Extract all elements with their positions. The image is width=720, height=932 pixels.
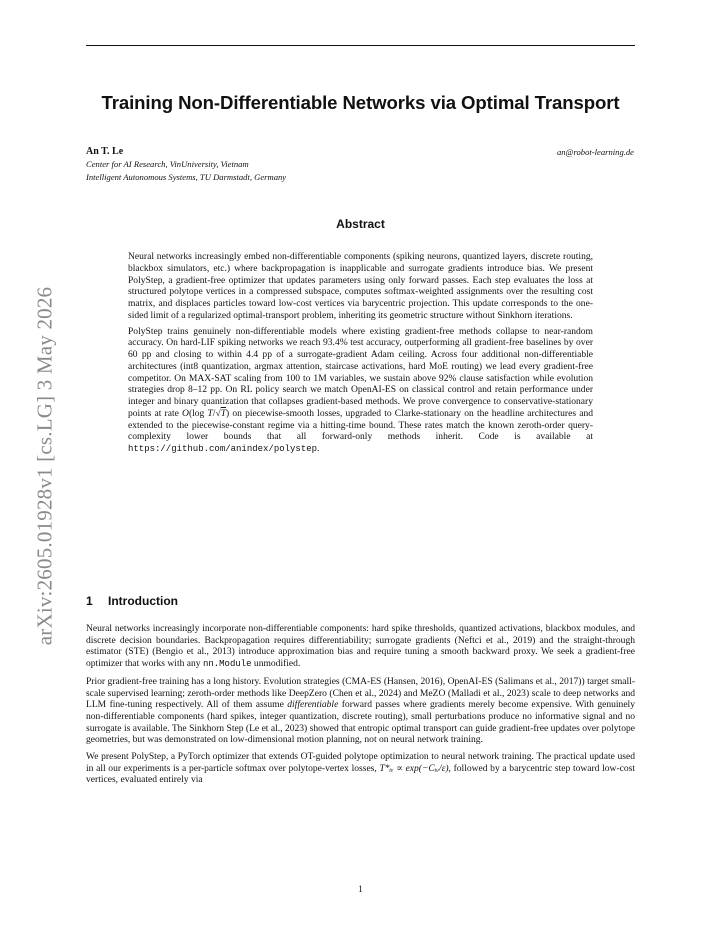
introduction-body <box>86 623 635 791</box>
intro-paragraph-3: We present PolyStep, a PyTorch optimizer that extends OT-guided polytope optimization to neural network training. The practical update used in all our experiments is a per-particle softmax over polytope-vertex losses, T*ᵢᵥ ∝ exp(−Cᵢᵥ/ε), followed by a barycentric step toward low-cost vertices, evaluated entirely via <box>86 751 636 786</box>
top-rule <box>86 45 635 46</box>
code-url-link[interactable]: https://github.com/anindex/polystep <box>128 444 318 454</box>
convergence-rate-formula: O(log T/√T) <box>182 407 230 419</box>
author-affiliation-2: Intelligent Autonomous Systems, TU Darmstadt, Germany <box>86 172 287 182</box>
inline-math: T*ᵢᵥ ∝ exp(−Cᵢᵥ/ε) <box>379 762 449 774</box>
paper-title: Training Non-Differentiable Networks via Optimal Transport <box>101 92 620 113</box>
section-heading-introduction <box>86 594 178 608</box>
arxiv-identifier: arXiv:2605.01928v1 [cs.LG] 3 May 2026 <box>32 286 57 646</box>
abstract-text: PolyStep trains genuinely non-differentiable models where existing gradient-free methods collapse to near-random accuracy. On hard-LIF spiking networks we reach 93.4% test accuracy, outperforming all gradient-free baselines by over 60 pp and closing to within 4.4 pp of a surrogate-gradient Adam ceiling. Across four additional non-differentiable architectures (int8 quantization, argmax attention, staircase activations, hard MoE routing) we lead every gradient-free competitor. On MAX-SAT scaling from 100 to 1M variables, we sustain above 92% clause satisfaction while evolution strategies drop 8–12 pp. On RL policy search we match OpenAI-ES on classical control and retain performance under integer and binary quantization that collapses gradient-based methods. We prove convergence to conservative-stationary points at rate <box>128 325 593 419</box>
page-number: 1 <box>358 885 363 895</box>
abstract-text: on piecewise-smooth losses, upgraded to Clarke-stationary on the headline architectures and extended to the piecewise-constant regime via a hitting-time bound. These rates match the known zeroth-order query-complexity lower bounds that all forward-only methods inherit. Code is available at <box>128 407 593 443</box>
abstract-paragraph-1: Neural networks increasingly embed non-differentiable components (spiking neurons, quantized layers, discrete routing, blackbox simulators, etc.) where backpropagation is inapplicable and surrogate gradients introduce bias. We present PolyStep, a gradient-free optimizer that updates parameters using only forward passes. Each step evaluates the loss at structured polytope vertices in a compressed subspace, computes softmax-weighted assignments over the resulting cost matrix, and displaces particles toward low-cost vertices via barycentric projection. This update corresponds to the one-sided limit of a regularized optimal-transport problem, inheriting its geometric structure without Sinkhorn iterations. <box>128 251 593 321</box>
section-title: Introduction <box>108 594 178 608</box>
author-email[interactable]: an@robot-learning.de <box>556 147 634 157</box>
author-name: An T. Le <box>86 146 124 157</box>
author-affiliation-1: Center for AI Research, VinUniversity, Vietnam <box>86 159 249 169</box>
section-number: 1 <box>86 594 93 608</box>
abstract-heading: Abstract <box>336 217 385 231</box>
intro-paragraph-2: Prior gradient-free training has a long history. Evolution strategies (CMA-ES (Hansen, 2016), OpenAI-ES (Salimans et al., 2017)) target small-scale supervised learning; zeroth-order methods like DeepZero (Chen et al., 2024) and MeZO (Malladi et al., 2023) scale to deep networks and LLM fine-tuning respectively. All of them assume differentiable forward passes where gradients merely become expensive. With genuinely non-differentiable components (hard spikes, integer quantization, discrete routing), small perturbations produce no informative signal and no surrogate is available. The Sinkhorn Step (Le et al., 2023) showed that entropic optimal transport can guide gradient-free updates over polytope geometries, but was demonstrated on low-dimensional motion planning, not on neural network training. <box>86 675 635 746</box>
emphasis: differentiable <box>287 699 339 711</box>
abstract-paragraph-2: PolyStep trains genuinely non-differentiable models where existing gradient-free methods collapse to near-random accuracy. On hard-LIF spiking networks we reach 93.4% test accuracy, outperforming all gradient-free baselines by over 60 pp and closing to within 4.4 pp of a surrogate-gradient Adam ceiling. Across four additional non-differentiable architectures (int8 quantization, argmax attention, staircase activations, hard MoE routing) we lead every gradient-free competitor. On MAX-SAT scaling from 100 to 1M variables, we sustain above 92% clause satisfaction while evolution strategies drop 8–12 pp. On RL policy search we match OpenAI-ES on classical control and retain performance under integer and binary quantization that collapses gradient-based methods. We prove convergence to conservative-stationary points at rate O(log T/√T) on piecewise-smooth losses, upgraded to Clarke-stationary on the headline architectures and extended to the piecewise-constant regime via a hitting-time bound. These rates match the known zeroth-order query-complexity lower bounds that all forward-only methods inherit. Code is available at https://github.com/anindex/polystep. <box>128 325 593 454</box>
inline-code: nn.Module <box>202 659 252 670</box>
intro-paragraph-1: Neural networks increasingly incorporate non-differentiable components: hard spike thresholds, quantized activations, blackbox modules, and discrete decision boundaries. Backpropagation requires differentiability; surrogate gradients (Neftci et al., 2019) and the straight-through estimator (STE) (Bengio et al., 2013) introduce approximation bias and require tuning a smooth backward proxy. We seek a gradient-free optimizer that works with any nn.Module unmodified. <box>86 623 635 670</box>
abstract-body <box>128 251 593 460</box>
